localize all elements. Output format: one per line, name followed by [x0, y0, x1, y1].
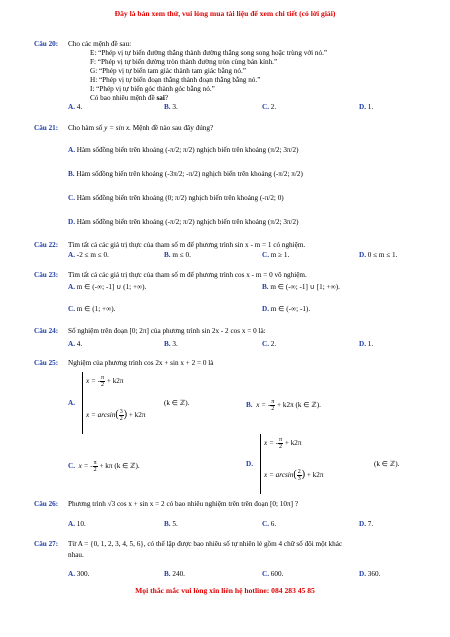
question-stem-line-2: nhau. — [68, 551, 84, 559]
statement-i: I: “Phép vị tự biến góc thành góc bằng nó.” — [90, 85, 215, 93]
question-23 — [34, 271, 429, 321]
option-b[interactable]: B. 5. — [164, 520, 178, 528]
question-stem: Số nghiệm trên đoạn [0; 2π] của phương trình sin 2x - 2 cos x = 0 là: — [68, 327, 266, 335]
option-d-domain: (k ∈ ℤ). — [374, 460, 400, 468]
option-b[interactable]: B. 3. — [164, 340, 178, 348]
question-number: Câu 26: — [34, 500, 59, 508]
option-c[interactable]: C. 2. — [262, 103, 277, 111]
option-b[interactable]: B. m ∈ (-∞; -1] ∪ [1; +∞). — [262, 283, 340, 291]
question-stem: Tìm tất cả các giá trị thực của tham số m để phương trình cos x - m = 0 vô nghiệm. — [68, 271, 307, 279]
question-20 — [34, 40, 429, 120]
option-c[interactable]: C. 6. — [262, 520, 277, 528]
option-b[interactable]: B. x = - $\frac{\pi}{2}$ + k2π (k ∈ ℤ). — [246, 399, 321, 412]
question-number: Câu 27: — [34, 540, 59, 548]
option-a[interactable]: A. — [68, 399, 75, 407]
option-b[interactable]: B. 3. — [164, 103, 178, 111]
option-c[interactable]: C. m ≥ 1. — [262, 251, 290, 259]
solution-line-1: x = - $\frac{\pi}{2}$ + k2π — [86, 375, 124, 388]
statement-f: F: “Phép vị tự biến đường tròn thành đường tròn cùng bán kính.” — [90, 58, 278, 66]
option-c[interactable]: C. x = - $\frac{\pi}{2}$ + kπ (k ∈ ℤ). — [68, 460, 140, 473]
question-stem: Cho hàm số y = sin x. Mệnh đề nào sau đây đúng? — [68, 124, 214, 132]
question-24 — [34, 327, 429, 351]
question-27 — [34, 540, 429, 580]
statement-g: G: “Phép vị tự biến tam giác thành tam giác bằng nó.” — [90, 67, 246, 75]
option-c[interactable]: C. 2. — [262, 340, 277, 348]
option-d[interactable]: D. Hàm sốđồng biến trên khoảng (-π/2; π/2) nghịch biến trên khoảng (π/2; 3π/2) — [68, 218, 299, 226]
option-a[interactable]: A. 10. — [68, 520, 86, 528]
question-21 — [34, 124, 429, 234]
statement-h: H: “Phép vị tự biến đoạn thẳng thành đoạn thẳng bằng nó.” — [90, 76, 261, 84]
option-a[interactable]: A. 4. — [68, 103, 83, 111]
question-number: Câu 21: — [34, 124, 59, 132]
solution-line-2: x = arcsin( $\frac{2}{3}$ ) + k2π — [264, 469, 324, 482]
option-b[interactable]: B. Hàm sốđồng biến trên khoảng (-3π/2; -π/2) nghịch biến trên khoảng (-π/2; π/2) — [68, 170, 303, 178]
question-ask: Có bao nhiêu mệnh đề sai? — [90, 94, 169, 102]
question-number: Câu 24: — [34, 327, 59, 335]
question-stem: Cho các mệnh đề sau: — [68, 40, 132, 48]
system-brace — [260, 434, 261, 494]
option-d[interactable]: D. 360. — [359, 570, 381, 578]
question-stem: Phương trình √3 cos x + sin x = 2 có bao nhiêu nghiệm trên trên đoạn [0; 10π] ? — [68, 500, 299, 508]
system-brace — [82, 372, 83, 434]
question-number: Câu 23: — [34, 271, 59, 279]
option-a[interactable]: A. 4. — [68, 340, 83, 348]
question-number: Câu 20: — [34, 40, 59, 48]
question-number: Câu 25: — [34, 359, 59, 367]
option-a-domain: (k ∈ ℤ). — [164, 399, 190, 407]
option-d[interactable]: D. 1. — [359, 103, 374, 111]
option-d[interactable]: D. 0 ≤ m ≤ 1. — [359, 251, 398, 259]
option-b[interactable]: B. m ≤ 0. — [164, 251, 191, 259]
page-header: Đây là bản xem thử, vui lòng mua tài liệu để xem chi tiết (có lời giải) — [114, 9, 336, 18]
option-a[interactable]: A. 300. — [68, 570, 90, 578]
option-d[interactable]: D. m ∈ (-∞; -1). — [262, 305, 311, 313]
option-a[interactable]: A. Hàm sốđồng biến trên khoảng (-π/2; π/2) nghịch biến trên khoảng (π/2; 3π/2) — [68, 146, 299, 154]
option-a[interactable]: A. m ∈ (-∞; -1] ∪ (1; +∞). — [68, 283, 147, 291]
option-d[interactable]: D. — [246, 460, 253, 468]
option-c[interactable]: C. m ∈ (1; +∞). — [68, 305, 116, 313]
option-a[interactable]: A. -2 ≤ m ≤ 0. — [68, 251, 109, 259]
question-stem: Tìm tất cả các giá trị thực của tham số m để phương trình sin x - m = 1 có nghiệm. — [68, 241, 306, 249]
question-26 — [34, 500, 429, 528]
question-stem: Nghiệm của phương trình cos 2x + sin x + 2 = 0 là — [68, 359, 214, 367]
page-footer: Mọi thắc mắc vui lòng xin liên hệ hotline: 084 283 45 85 — [135, 586, 315, 595]
option-c[interactable]: C. 600. — [262, 570, 284, 578]
solution-line-2: x = arcsin( $\frac{3}{2}$ ) + k2π — [86, 409, 146, 422]
option-d[interactable]: D. 1. — [359, 340, 374, 348]
question-25 — [34, 359, 429, 493]
option-c[interactable]: C. Hàm sốđồng biến trên khoảng (0; π/2) nghịch biến trên khoảng (-π/2; 0) — [68, 194, 284, 202]
solution-line-1: x = - $\frac{\pi}{2}$ + k2π — [264, 437, 302, 450]
question-stem: Từ A = {0, 1, 2, 3, 4, 5, 6}, có thể lập được bao nhiêu số tự nhiên lẻ gồm 4 chữ số đôi một khác — [68, 540, 343, 548]
question-22 — [34, 241, 429, 263]
statement-e: E: “Phép vị tự biến đường thẳng thành đường thẳng song song hoặc trùng với nó.” — [90, 49, 328, 57]
option-b[interactable]: B. 240. — [164, 570, 185, 578]
option-d[interactable]: D. 7. — [359, 520, 374, 528]
question-number: Câu 22: — [34, 241, 59, 249]
